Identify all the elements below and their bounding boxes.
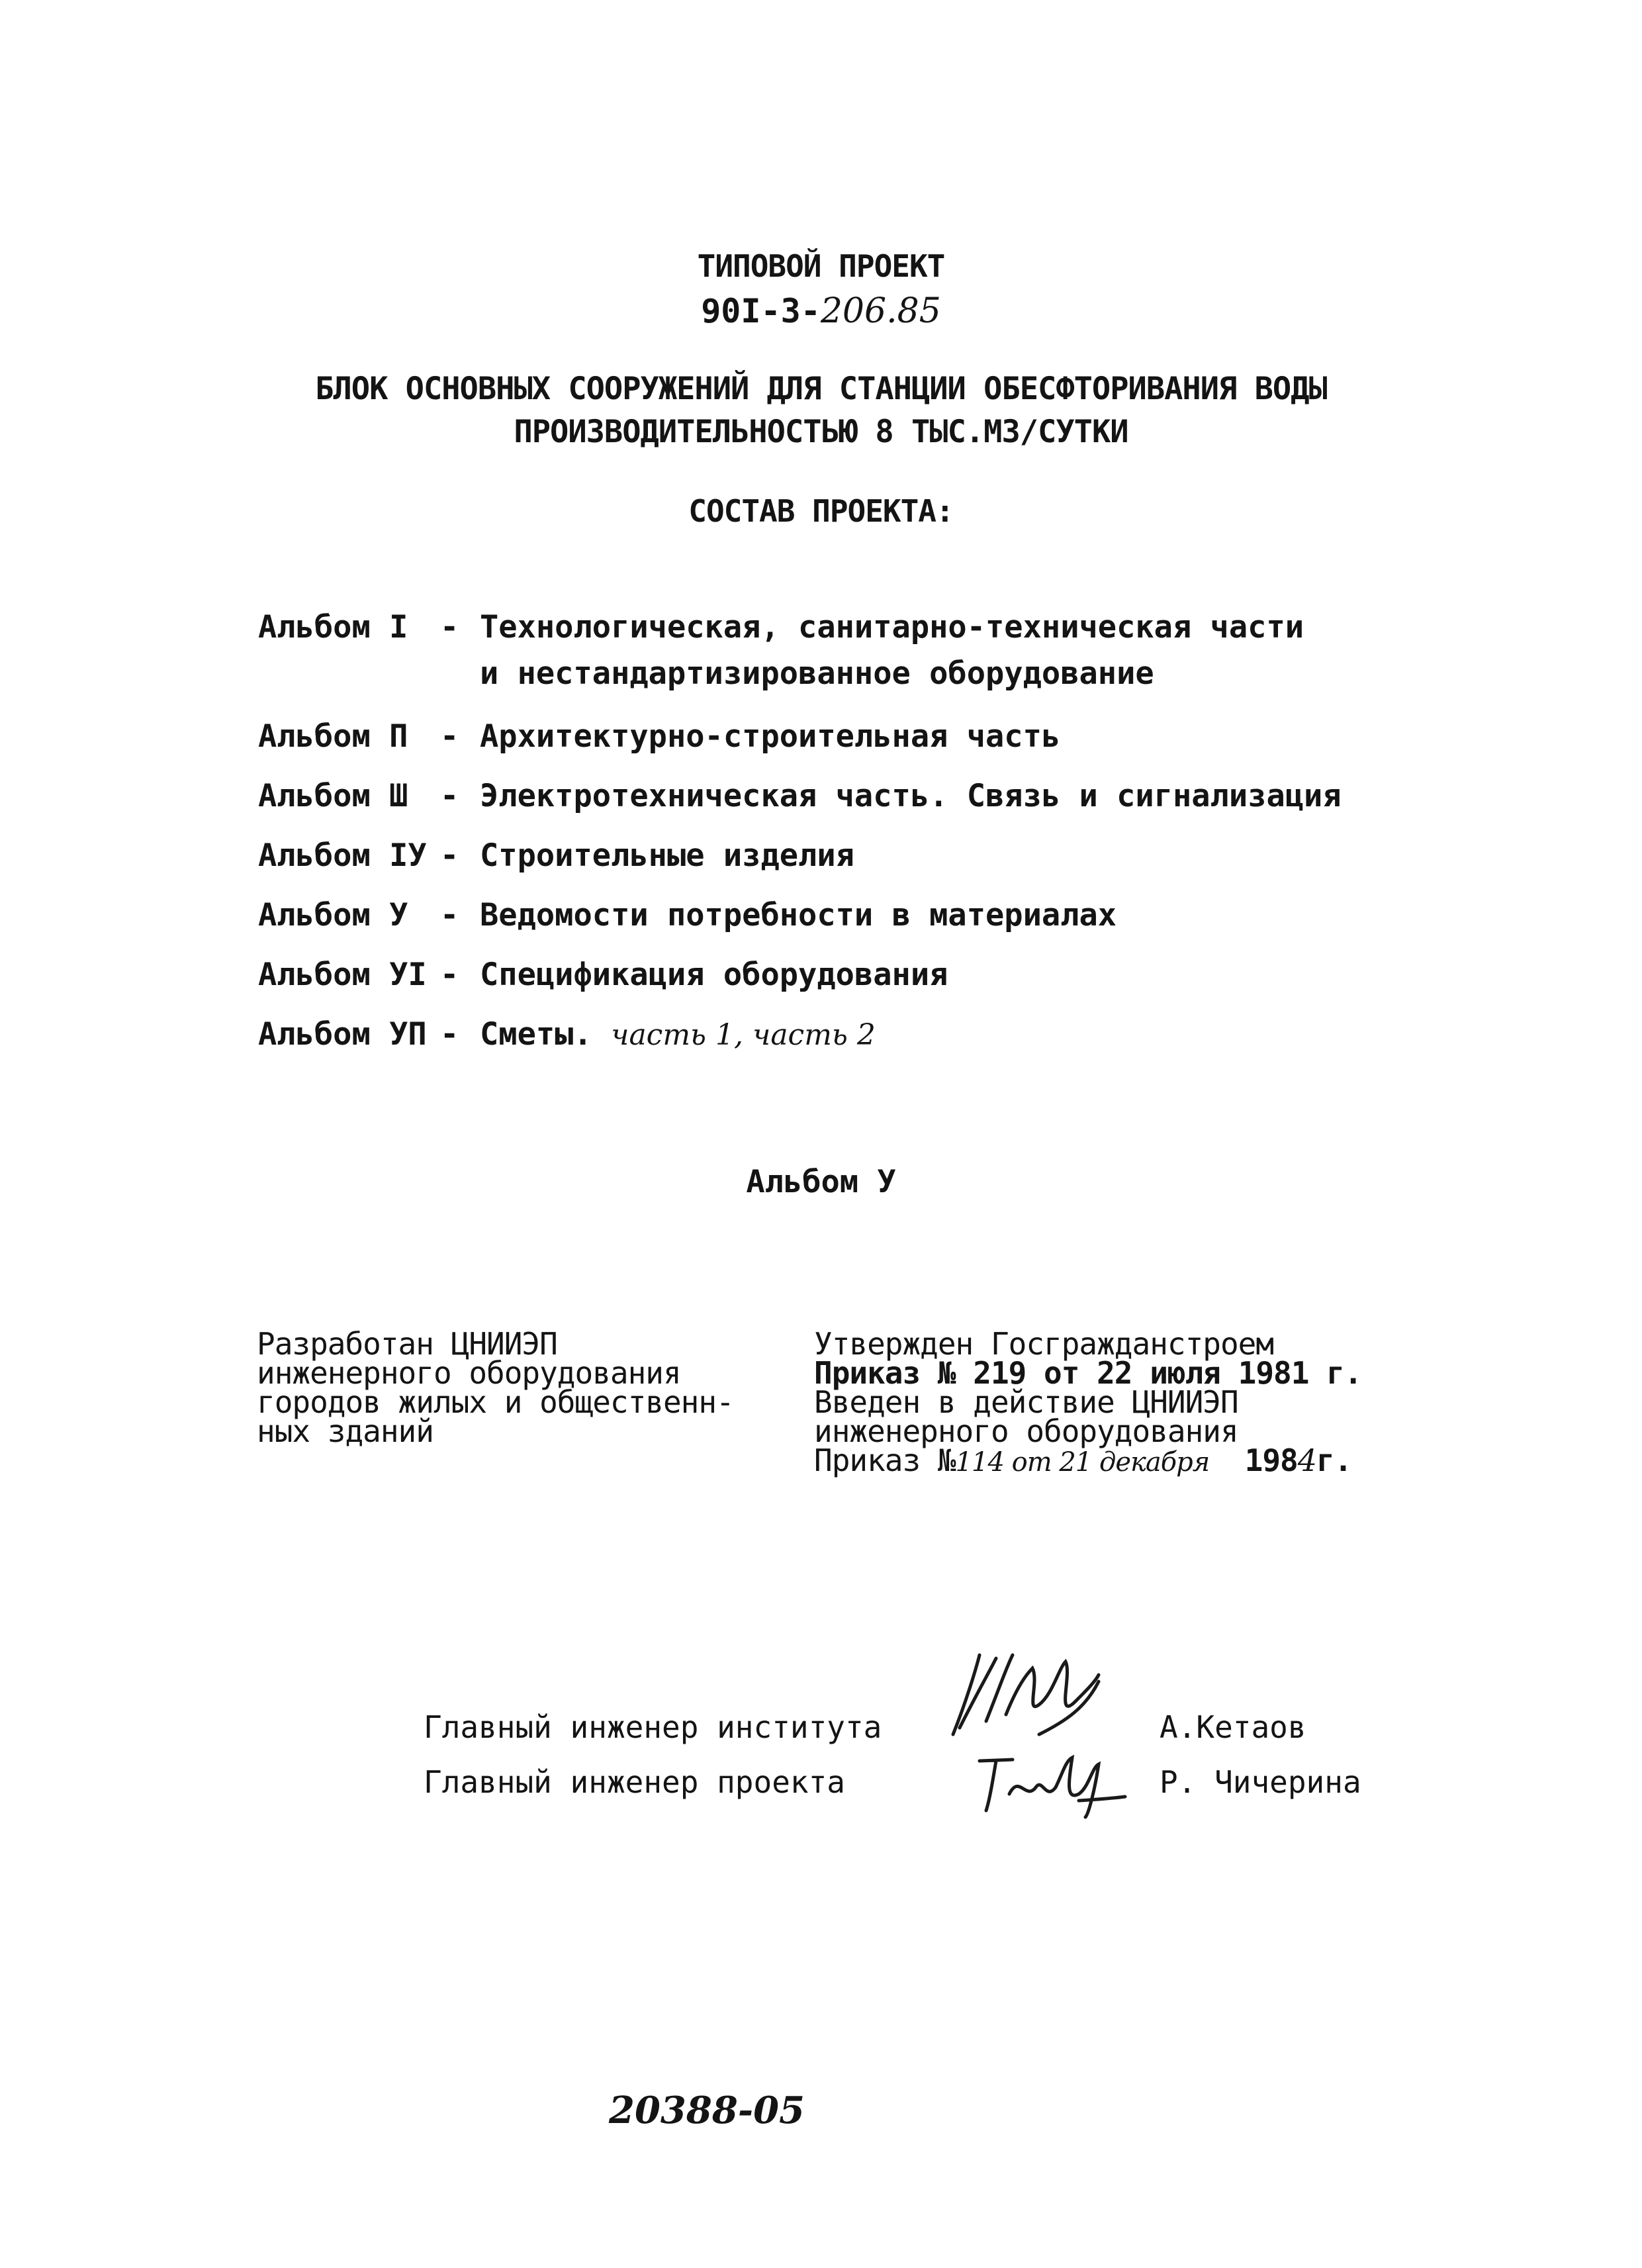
album-dash: - [440, 609, 459, 645]
contents-item-album-7 [258, 1016, 1383, 1063]
signature-role: Главный инженер института [424, 1709, 882, 1745]
approval-block [814, 1326, 1410, 1478]
album-dash: - [440, 1016, 459, 1053]
contents-item-album-5 [258, 897, 1383, 943]
developer-line: городов жилых и общественн- [257, 1384, 734, 1420]
title-line-1: БЛОК ОСНОВНЫХ СООРУЖЕНИЙ ДЛЯ СТАНЦИИ ОБЕСФТОРИВАНИЯ ВОДЫ [315, 371, 1327, 407]
album-label: Альбом УП [258, 1016, 427, 1053]
contents-item-album-4 [258, 837, 1383, 884]
album-dash: - [440, 897, 459, 933]
project-number-handwritten: 206.85 [820, 291, 941, 331]
album-label: Альбом У [258, 897, 408, 933]
album-label: Альбом П [258, 718, 408, 755]
signature-role: Главный инженер проекта [424, 1764, 845, 1800]
signature-name: А.Кетаов [1160, 1709, 1306, 1745]
developer-line: ных зданий [257, 1413, 433, 1449]
current-album: Альбом У [746, 1164, 896, 1200]
approval-order-suffix: г. [1316, 1442, 1352, 1478]
approval-order-line [814, 1442, 1410, 1478]
album-description-typed: Сметы. [480, 1016, 592, 1053]
album-dash: - [440, 718, 459, 755]
album-label: Альбом I [258, 609, 408, 645]
project-number-typed: 90I-3- [701, 292, 821, 330]
signature-scribble-institute [940, 1642, 1112, 1748]
album-description: Спецификация оборудования [480, 957, 948, 993]
album-dash: - [440, 837, 459, 874]
album-description: Строительные изделия [480, 837, 854, 874]
signature-name: Р. Чичерина [1160, 1764, 1361, 1800]
approval-line: Утвержден Госгражданстроем [814, 1326, 1274, 1362]
developer-block [257, 1326, 786, 1449]
signature-row-project [424, 1764, 1416, 1811]
approval-order-year: 198 [1244, 1442, 1298, 1478]
album-label: Альбом УI [258, 957, 427, 993]
developer-line: инженерного оборудования [257, 1355, 681, 1391]
contents-item-album-3 [258, 778, 1383, 824]
album-description: Технологическая, санитарно-техническая части [480, 609, 1304, 645]
album-description: Архитектурно-строительная часть [480, 718, 1061, 755]
developer-line: Разработан ЦНИИЭП [257, 1326, 557, 1362]
project-number [0, 291, 1642, 331]
approval-line: Приказ № 219 от 22 июля 1981 г. [814, 1355, 1362, 1391]
album-label: Альбом Ш [258, 778, 408, 814]
doc-type: ТИПОВОЙ ПРОЕКТ [697, 248, 945, 284]
footer-number: 20388-05 [609, 2089, 805, 2132]
contents-heading: СОСТАВ ПРОЕКТА: [688, 493, 954, 529]
album-description [480, 1016, 876, 1053]
signature-scribble-project [973, 1748, 1132, 1820]
approval-order-prefix: Приказ № [814, 1442, 956, 1478]
approval-line: Введен в действие ЦНИИЭП [814, 1384, 1238, 1420]
album-dash: - [440, 957, 459, 993]
approval-line: инженерного оборудования [814, 1413, 1238, 1449]
approval-order-year-hand: 4 [1297, 1442, 1316, 1478]
signature-row-institute [424, 1709, 1416, 1756]
album-description: Ведомости потребности в материалах [480, 897, 1117, 933]
approval-order-handwritten: 114 от 21 декабря [955, 1447, 1210, 1478]
album-label: Альбом IУ [258, 837, 427, 874]
contents-item-album-6 [258, 957, 1383, 1003]
album-description: Электротехническая часть. Связь и сигнализация [480, 778, 1342, 814]
album-description-handwritten: часть 1, часть 2 [611, 1018, 876, 1052]
album-description-cont: и нестандартизированное оборудование [480, 655, 1154, 692]
title-line-2: ПРОИЗВОДИТЕЛЬНОСТЬЮ 8 ТЫС.М3/СУТКИ [514, 414, 1128, 450]
album-dash: - [440, 778, 459, 814]
contents-item-album-2 [258, 718, 1383, 765]
contents-item-album-1 [258, 609, 1383, 702]
